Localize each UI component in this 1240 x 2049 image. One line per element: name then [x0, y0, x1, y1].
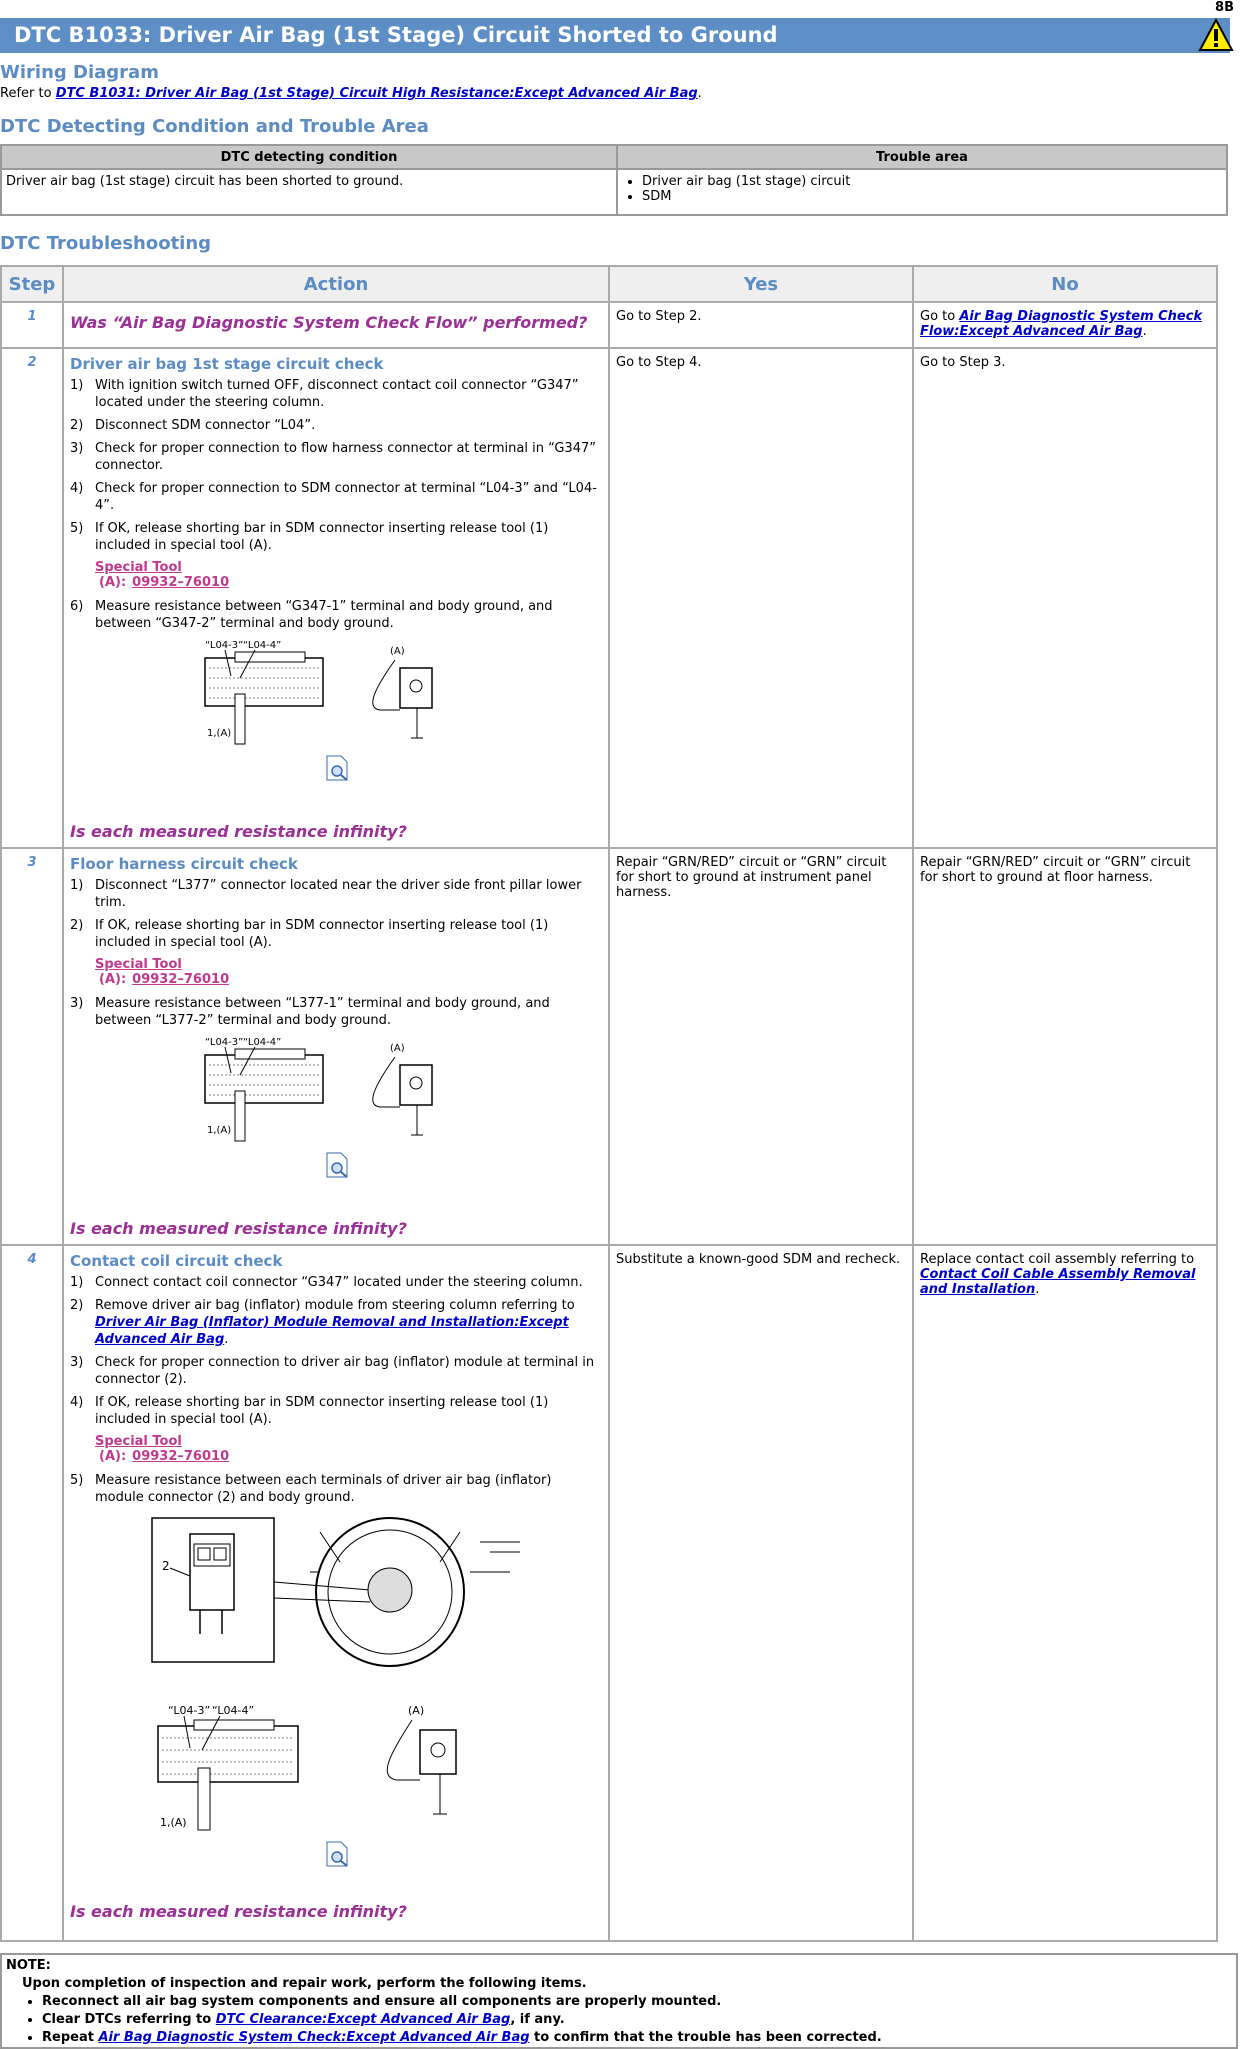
col-area-header: Trouble area: [617, 145, 1227, 169]
special-tool-label[interactable]: Special Tool: [95, 560, 182, 575]
step-number: 4: [1, 1245, 63, 1941]
troubleshooting-table: [0, 265, 1218, 1942]
action-list: [70, 1274, 602, 1428]
refer-prefix: Refer to: [0, 86, 56, 101]
special-tool-label[interactable]: Special Tool: [95, 1434, 182, 1449]
no-suffix: .: [1142, 324, 1147, 339]
sdm-connector-diagram: [195, 638, 465, 748]
item-text: Measure resistance between “L377-1” terminal and body ground, and between “L377-2” terminal and body ground.: [95, 996, 550, 1028]
list-item: • SDM: [642, 189, 1222, 204]
tool-label: (A):: [99, 1449, 127, 1464]
label-l043: “L04-3”: [168, 1704, 211, 1717]
special-tool-value: [99, 575, 602, 590]
label-l043: “L04-3”: [205, 640, 244, 651]
action-list: [70, 995, 602, 1029]
item-text: If OK, release shorting bar in SDM connector inserting release tool (1) included in special tool (A).: [95, 918, 549, 950]
item-text: Check for proper connection to flow harness connector at terminal in “G347” connector.: [95, 441, 596, 473]
special-tool-value: [99, 1449, 602, 1464]
list-item: 4) Check for proper connection to SDM connector at terminal “L04-3” and “L04-4”.: [70, 480, 602, 514]
no-cell: [913, 302, 1217, 348]
yes-cell: Go to Step 2.: [609, 302, 913, 348]
step-question: Was “Air Bag Diagnostic System Check Flow” performed?: [70, 313, 588, 332]
no-suffix: .: [1035, 1282, 1040, 1297]
wiring-link[interactable]: DTC B1031: Driver Air Bag (1st Stage) Circuit High Resistance:Except Advanced Air Bag: [55, 86, 698, 101]
note-box: [0, 1953, 1238, 2049]
special-tool: [95, 1434, 602, 1464]
item-text: Measure resistance between each terminals of driver air bag (inflator) module connector (2) and body ground.: [95, 1473, 552, 1505]
sdm-connector-diagram: [150, 1704, 470, 1834]
tool-number[interactable]: 09932–76010: [132, 972, 230, 987]
item-text: Connect contact coil connector “G347” located under the steering column.: [95, 1275, 583, 1290]
yes-cell: Substitute a known-good SDM and recheck.: [609, 1245, 913, 1941]
label-l044: “L04-4”: [243, 1037, 282, 1048]
magnify-icon[interactable]: [325, 1840, 351, 1868]
wiring-heading: Wiring Diagram: [0, 62, 159, 83]
action-list: [70, 1472, 602, 1506]
action-list: [70, 877, 602, 951]
wiring-refer: [0, 86, 702, 101]
list-item: 2) Disconnect SDM connector “L04”.: [70, 418, 316, 433]
label-tool: 1,(A): [207, 728, 232, 739]
label-a: (A): [390, 1043, 405, 1054]
page-title: DTC B1033: Driver Air Bag (1st Stage) Circuit Shorted to Ground: [0, 18, 1230, 53]
label-two: 2: [162, 1559, 170, 1573]
step-number: 2: [1, 348, 63, 848]
list-item: 3) Measure resistance between “L377-1” terminal and body ground, and between “L377-2” terminal and body ground.: [70, 995, 602, 1029]
tool-label: (A):: [99, 972, 127, 987]
note-text: to confirm that the trouble has been corrected.: [529, 2030, 882, 2045]
label-l043: “L04-3”: [205, 1037, 244, 1048]
item-text: Disconnect “L377” connector located near the driver side front pillar lower trim.: [95, 878, 582, 910]
item-text: Disconnect SDM connector “L04”.: [95, 418, 316, 433]
item-text: Check for proper connection to driver air bag (inflator) module at terminal in connector (2).: [95, 1355, 595, 1387]
label-a: (A): [390, 646, 405, 657]
action-list: [70, 377, 602, 554]
item-text: Remove driver air bag (inflator) module from steering column referring to: [95, 1298, 575, 1313]
step-number: 1: [1, 302, 63, 348]
list-item: 1) Disconnect “L377” connector located near the driver side front pillar lower trim.: [70, 877, 602, 911]
yes-cell: Repair “GRN/RED” circuit or “GRN” circuit for short to ground at instrument panel harness.: [609, 848, 913, 1245]
list-item: 1) Connect contact coil connector “G347” located under the steering column.: [70, 1275, 583, 1290]
step-header: Step: [1, 266, 63, 302]
step-question: Is each measured resistance infinity?: [70, 1219, 407, 1238]
list-item: 3) Check for proper connection to flow harness connector at terminal in “G347” connector.: [70, 440, 602, 474]
no-prefix: Go to: [920, 309, 960, 324]
section-code: 8B: [1215, 0, 1234, 15]
yes-cell: Go to Step 4.: [609, 348, 913, 848]
special-tool: [95, 957, 602, 987]
item-text: Measure resistance between “G347-1” terminal and body ground, and between “G347-2” terminal and body ground.: [95, 599, 553, 631]
note-link[interactable]: DTC Clearance:Except Advanced Air Bag: [215, 2012, 511, 2027]
list-item: [42, 2029, 1232, 2047]
special-tool-label[interactable]: Special Tool: [95, 957, 182, 972]
step-title: Driver air bag 1st stage circuit check: [70, 355, 384, 373]
special-tool: [95, 560, 602, 590]
list-item: • Reconnect all air bag system components and ensure all components are properly mounted.: [42, 1993, 1232, 2011]
label-tool: 1,(A): [207, 1125, 232, 1136]
tool-number[interactable]: 09932–76010: [132, 1449, 230, 1464]
no-cell: Repair “GRN/RED” circuit or “GRN” circuit for short to ground at floor harness.: [913, 848, 1217, 1245]
item-text: Check for proper connection to SDM connector at terminal “L04-3” and “L04-4”.: [95, 481, 597, 513]
list-item: 4) If OK, release shorting bar in SDM connector inserting release tool (1) included in special tool (A).: [70, 1394, 602, 1428]
action-header: Action: [63, 266, 609, 302]
step-title: Contact coil circuit check: [70, 1252, 283, 1270]
item-text: If OK, release shorting bar in SDM connector inserting release tool (1) included in special tool (A).: [95, 521, 549, 553]
step-question: Is each measured resistance infinity?: [70, 1902, 407, 1921]
list-item: 2) Remove driver air bag (inflator) module from steering column referring to Driver Air Bag (Inflator) Module Removal and Installation:Except Advanced Air Bag.: [70, 1298, 575, 1347]
table-row: [1, 348, 1217, 848]
label-l044: “L04-4”: [243, 640, 282, 651]
action-cell: [63, 848, 609, 1245]
warning-icon: [1198, 18, 1234, 52]
table-row: [1, 302, 1217, 348]
list-item: [42, 2011, 1232, 2029]
condition-heading: DTC Detecting Condition and Trouble Area: [0, 116, 429, 137]
tool-number[interactable]: 09932–76010: [132, 575, 230, 590]
note-label: NOTE:: [6, 1958, 51, 1973]
list-item: 1) With ignition switch turned OFF, disconnect contact coil connector “G347” located under the steering column.: [70, 377, 602, 411]
step-title: Floor harness circuit check: [70, 855, 298, 873]
list-item: 3) Check for proper connection to driver air bag (inflator) module at terminal in connector (2).: [70, 1354, 602, 1388]
list-item: • Driver air bag (1st stage) circuit: [642, 174, 1222, 189]
yes-header: Yes: [609, 266, 913, 302]
note-link[interactable]: Air Bag Diagnostic System Check:Except Advanced Air Bag: [98, 2030, 530, 2045]
note-intro: Upon completion of inspection and repair work, perform the following items.: [22, 1976, 587, 1991]
troubleshooting-heading: DTC Troubleshooting: [0, 233, 212, 254]
item-text: With ignition switch turned OFF, disconnect contact coil connector “G347” located under the steering column.: [95, 378, 579, 410]
condition-table: [0, 144, 1228, 216]
item-text: If OK, release shorting bar in SDM connector inserting release tool (1) included in special tool (A).: [95, 1395, 549, 1427]
label-tool: 1,(A): [160, 1816, 187, 1829]
label-a: (A): [408, 1704, 425, 1717]
magnify-icon[interactable]: [325, 754, 351, 782]
magnify-icon[interactable]: [325, 1151, 351, 1179]
note-text: Repeat: [42, 2030, 99, 2045]
item-link[interactable]: Driver Air Bag (Inflator) Module Removal and Installation:Except Advanced Air Bag: [95, 1315, 569, 1347]
col-detect-header: DTC detecting condition: [1, 145, 617, 169]
refer-suffix: .: [697, 86, 702, 101]
detect-condition: Driver air bag (1st stage) circuit has been shorted to ground.: [1, 169, 617, 215]
step-question: Is each measured resistance infinity?: [70, 822, 407, 841]
list-item: 2) If OK, release shorting bar in SDM connector inserting release tool (1) included in special tool (A).: [70, 917, 602, 951]
trouble-area: [617, 169, 1227, 215]
special-tool-value: [99, 972, 602, 987]
note-text: Clear DTCs referring to: [42, 2012, 216, 2027]
label-l044: “L04-4”: [212, 1704, 255, 1717]
sdm-connector-diagram: [195, 1035, 465, 1145]
note-text: , if any.: [510, 2012, 565, 2027]
action-list: [70, 598, 602, 632]
table-row: [1, 1245, 1217, 1941]
steering-wheel-diagram: [150, 1512, 530, 1692]
list-item: 6) Measure resistance between “G347-1” terminal and body ground, and between “G347-2” terminal and body ground.: [70, 598, 602, 632]
no-prefix: Replace contact coil assembly referring to: [920, 1252, 1195, 1267]
table-row: [1, 848, 1217, 1245]
no-cell: Go to Step 3.: [913, 348, 1217, 848]
no-link[interactable]: Air Bag Diagnostic System Check Flow:Except Advanced Air Bag: [920, 309, 1203, 339]
action-cell: [63, 348, 609, 848]
list-item: 5) Measure resistance between each terminals of driver air bag (inflator) module connector (2) and body ground.: [70, 1472, 602, 1506]
no-link[interactable]: Contact Coil Cable Assembly Removal and Installation: [920, 1267, 1196, 1297]
no-header: No: [913, 266, 1217, 302]
no-cell: [913, 1245, 1217, 1941]
tool-label: (A):: [99, 575, 127, 590]
action-cell: [63, 302, 609, 348]
action-cell: [63, 1245, 609, 1941]
step-number: 3: [1, 848, 63, 1245]
list-item: 5) If OK, release shorting bar in SDM connector inserting release tool (1) included in special tool (A).: [70, 520, 602, 554]
